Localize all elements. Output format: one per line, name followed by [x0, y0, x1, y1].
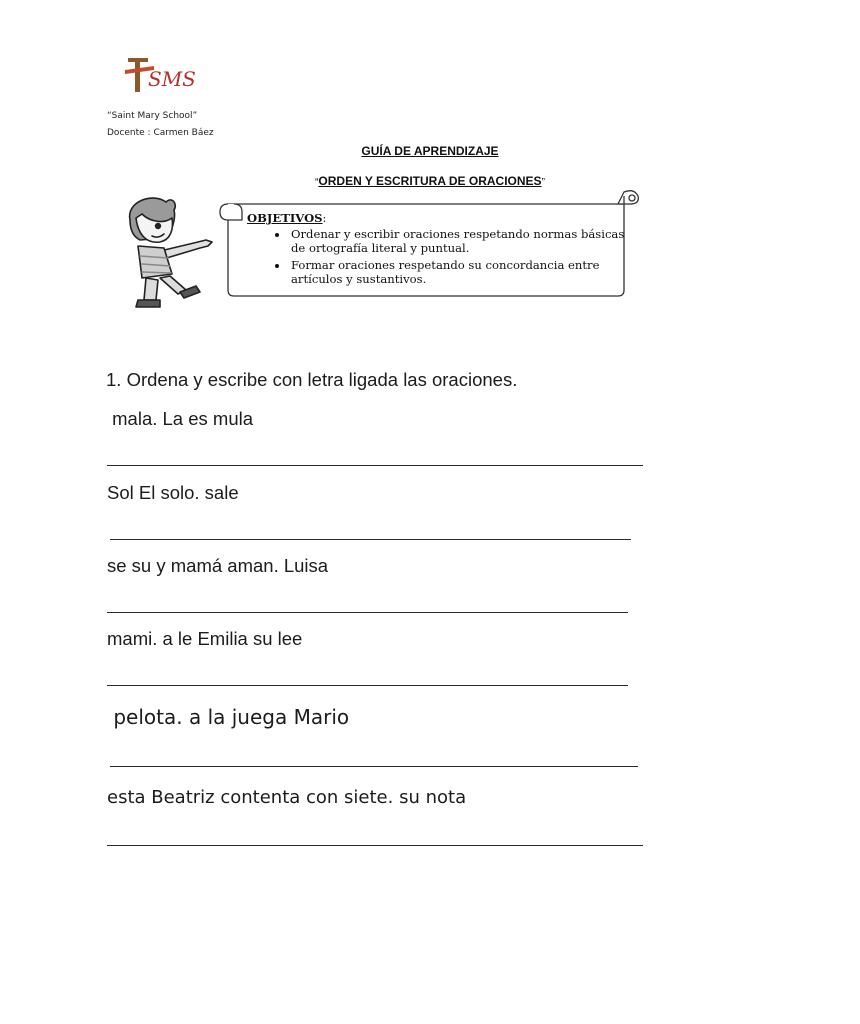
scrambled-sentence: mami. a le Emilia su lee — [107, 628, 303, 649]
exercise-instruction: 1. Ordena y escribe con letra ligada las oraciones. — [106, 369, 518, 390]
scrambled-sentence: se su y mamá aman. Luisa — [107, 555, 329, 576]
objectives-heading: OBJETIVOS — [247, 211, 323, 225]
answer-line — [107, 465, 643, 466]
objective-item: • Formar oraciones respetando su concordancia entre artículos y sustantivos. — [289, 258, 627, 287]
answer-line — [110, 766, 638, 767]
answer-line — [107, 612, 628, 613]
school-logo — [118, 52, 196, 96]
logo-letter-t — [128, 58, 148, 92]
objectives-list — [247, 227, 627, 287]
answer-line — [107, 845, 643, 846]
school-name: “Saint Mary School” — [107, 111, 198, 121]
scrambled-sentence: Sol El solo. sale — [107, 482, 239, 503]
scrambled-sentence: esta Beatriz contenta con siete. su nota — [107, 787, 467, 808]
pointing-boy-illustration — [116, 194, 228, 314]
objectives-heading-colon: : — [322, 211, 327, 225]
topic-close-quote: ” — [541, 177, 545, 188]
scrambled-sentence: pelota. a la juega Mario — [107, 705, 350, 729]
logo-letters: SMS — [148, 67, 196, 91]
objectives-box — [247, 211, 627, 289]
objective-item: • Ordenar y escribir oraciones respetando normas básicas de ortografía literal y puntual. — [289, 227, 627, 256]
scrambled-sentence: mala. La es mula — [107, 408, 254, 429]
answer-line — [107, 685, 628, 686]
teacher-name: Docente : Carmen Báez — [107, 128, 214, 138]
guide-title: GUÍA DE APRENDIZAJE — [361, 144, 499, 158]
topic-text: ORDEN Y ESCRITURA DE ORACIONES — [318, 174, 542, 188]
topic-open-quote: “ — [315, 177, 319, 188]
answer-line — [110, 539, 631, 540]
